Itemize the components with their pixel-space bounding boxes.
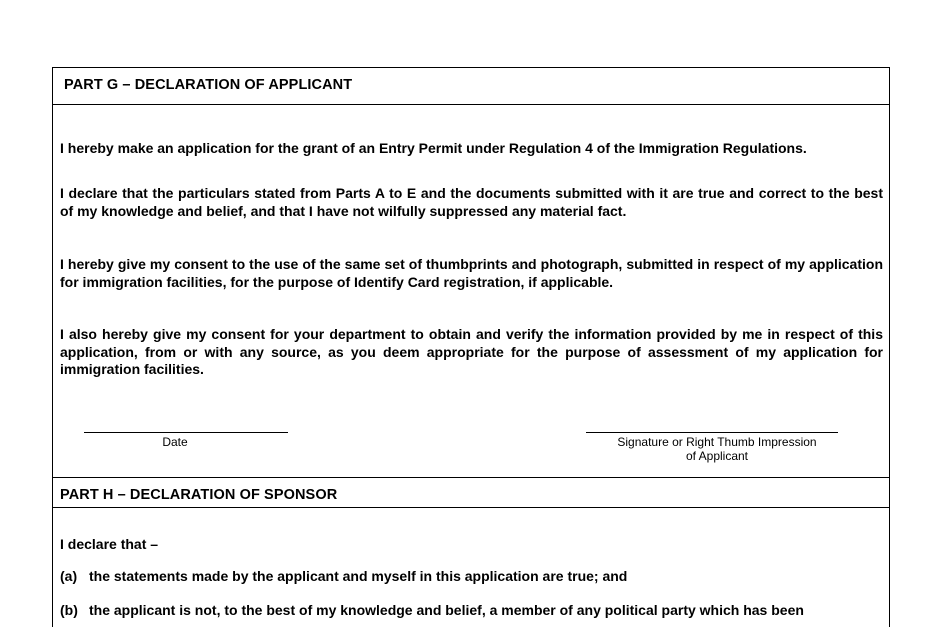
item-text: the applicant is not, to the best of my knowledge and belief, a member of any political party which has been — [89, 602, 804, 618]
part-g-header-divider — [52, 104, 890, 105]
signature-caption-line-2: of Applicant — [685, 449, 749, 463]
part-h-header-divider — [52, 507, 890, 508]
part-h-heading: PART H – DECLARATION OF SPONSOR — [60, 487, 338, 503]
part-g-heading: PART G – DECLARATION OF APPLICANT — [64, 77, 353, 93]
part-g-paragraph-3: I hereby give my consent to the use of the same set of thumbprints and photograph, submitted in respect of my application for immigration facilities, for the purpose of Identify Card registration, if applicable. — [60, 256, 883, 290]
item-label: (b) — [60, 602, 78, 618]
date-line[interactable] — [84, 432, 288, 433]
part-g-paragraph-2: I declare that the particulars stated from Parts A to E and the documents submitted with it are true and correct to the best of my knowledge and belief, and that I have not wilfully suppressed any material fact. — [60, 185, 883, 219]
applicant-signature-line[interactable] — [586, 432, 838, 433]
part-h-top-divider — [52, 477, 890, 478]
part-g-paragraph-1: I hereby make an application for the grant of an Entry Permit under Regulation 4 of the Immigration Regulations. — [60, 140, 807, 156]
part-g-paragraph-4: I also hereby give my consent for your department to obtain and verify the information provided by me in respect of this application, from or with any source, as you deem appropriate for the purpose of assessment of my application for immigration facilities. — [60, 326, 883, 377]
part-h-item-a — [60, 568, 627, 586]
item-label: (a) — [60, 568, 78, 584]
date-caption: Date — [162, 435, 188, 449]
applicant-signature-caption — [586, 435, 848, 463]
part-h-intro: I declare that – — [60, 536, 159, 552]
part-h-item-b — [60, 602, 804, 620]
signature-caption-line-1: Signature or Right Thumb Impression — [617, 435, 817, 449]
item-text: the statements made by the applicant and myself in this application are true; and — [89, 568, 628, 584]
